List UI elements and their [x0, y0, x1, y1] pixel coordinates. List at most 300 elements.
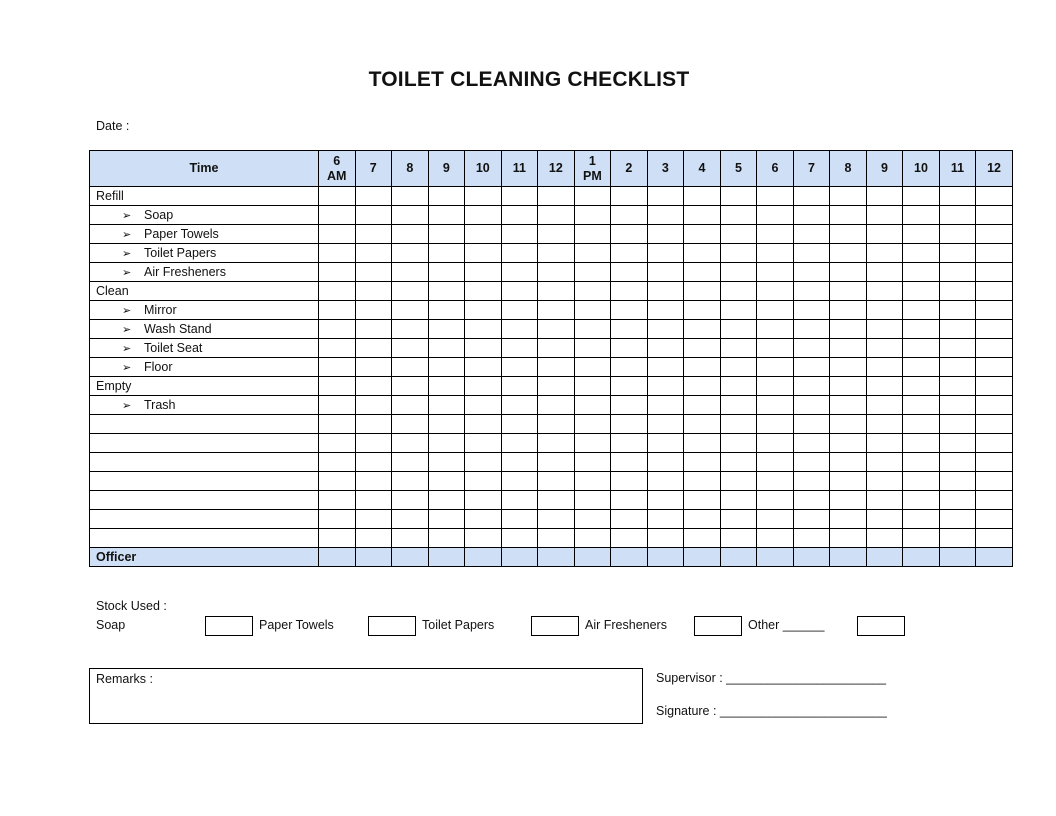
check-cell[interactable]	[866, 263, 903, 282]
check-cell[interactable]	[392, 453, 429, 472]
check-cell[interactable]	[465, 453, 502, 472]
check-cell[interactable]	[757, 453, 794, 472]
check-cell[interactable]	[939, 187, 976, 206]
check-cell[interactable]	[830, 206, 867, 225]
check-cell[interactable]	[465, 225, 502, 244]
check-cell[interactable]	[830, 263, 867, 282]
check-cell[interactable]	[574, 244, 611, 263]
check-cell[interactable]	[355, 187, 392, 206]
check-cell[interactable]	[939, 225, 976, 244]
check-cell[interactable]	[684, 453, 721, 472]
check-cell[interactable]	[465, 358, 502, 377]
check-cell[interactable]	[903, 187, 940, 206]
check-cell[interactable]	[830, 453, 867, 472]
check-cell[interactable]	[647, 415, 684, 434]
check-cell[interactable]	[976, 282, 1013, 301]
blank-label[interactable]	[90, 529, 319, 548]
check-cell[interactable]	[465, 434, 502, 453]
check-cell[interactable]	[684, 415, 721, 434]
blank-label[interactable]	[90, 491, 319, 510]
check-cell[interactable]	[903, 510, 940, 529]
check-cell[interactable]	[574, 396, 611, 415]
check-cell[interactable]	[793, 548, 830, 567]
check-cell[interactable]	[903, 396, 940, 415]
check-cell[interactable]	[684, 301, 721, 320]
check-cell[interactable]	[501, 510, 538, 529]
check-cell[interactable]	[720, 320, 757, 339]
blank-label[interactable]	[90, 453, 319, 472]
check-cell[interactable]	[720, 187, 757, 206]
check-cell[interactable]	[428, 301, 465, 320]
check-cell[interactable]	[830, 491, 867, 510]
check-cell[interactable]	[866, 320, 903, 339]
check-cell[interactable]	[757, 263, 794, 282]
check-cell[interactable]	[465, 263, 502, 282]
check-cell[interactable]	[611, 396, 648, 415]
check-cell[interactable]	[319, 301, 356, 320]
check-cell[interactable]	[684, 472, 721, 491]
check-cell[interactable]	[355, 225, 392, 244]
check-cell[interactable]	[830, 339, 867, 358]
check-cell[interactable]	[720, 434, 757, 453]
check-cell[interactable]	[903, 301, 940, 320]
check-cell[interactable]	[939, 244, 976, 263]
check-cell[interactable]	[611, 320, 648, 339]
check-cell[interactable]	[830, 225, 867, 244]
check-cell[interactable]	[939, 396, 976, 415]
check-cell[interactable]	[428, 434, 465, 453]
check-cell[interactable]	[866, 453, 903, 472]
check-cell[interactable]	[355, 396, 392, 415]
check-cell[interactable]	[757, 301, 794, 320]
check-cell[interactable]	[720, 206, 757, 225]
check-cell[interactable]	[428, 244, 465, 263]
check-cell[interactable]	[538, 415, 575, 434]
check-cell[interactable]	[465, 339, 502, 358]
check-cell[interactable]	[720, 301, 757, 320]
check-cell[interactable]	[611, 244, 648, 263]
check-cell[interactable]	[939, 377, 976, 396]
check-cell[interactable]	[647, 339, 684, 358]
check-cell[interactable]	[903, 415, 940, 434]
check-cell[interactable]	[866, 187, 903, 206]
check-cell[interactable]	[465, 301, 502, 320]
check-cell[interactable]	[501, 301, 538, 320]
check-cell[interactable]	[538, 548, 575, 567]
check-cell[interactable]	[757, 358, 794, 377]
check-cell[interactable]	[684, 187, 721, 206]
check-cell[interactable]	[319, 320, 356, 339]
check-cell[interactable]	[866, 415, 903, 434]
check-cell[interactable]	[720, 339, 757, 358]
check-cell[interactable]	[939, 339, 976, 358]
check-cell[interactable]	[428, 491, 465, 510]
check-cell[interactable]	[684, 529, 721, 548]
check-cell[interactable]	[319, 377, 356, 396]
check-cell[interactable]	[720, 358, 757, 377]
check-cell[interactable]	[392, 187, 429, 206]
check-cell[interactable]	[647, 548, 684, 567]
check-cell[interactable]	[903, 491, 940, 510]
check-cell[interactable]	[501, 415, 538, 434]
check-cell[interactable]	[392, 377, 429, 396]
check-cell[interactable]	[428, 472, 465, 491]
check-cell[interactable]	[720, 377, 757, 396]
check-cell[interactable]	[392, 529, 429, 548]
check-cell[interactable]	[939, 510, 976, 529]
check-cell[interactable]	[538, 453, 575, 472]
check-cell[interactable]	[538, 187, 575, 206]
check-cell[interactable]	[611, 301, 648, 320]
check-cell[interactable]	[720, 453, 757, 472]
check-cell[interactable]	[939, 320, 976, 339]
check-cell[interactable]	[611, 225, 648, 244]
check-cell[interactable]	[647, 529, 684, 548]
check-cell[interactable]	[866, 206, 903, 225]
check-cell[interactable]	[830, 529, 867, 548]
check-cell[interactable]	[355, 529, 392, 548]
check-cell[interactable]	[611, 377, 648, 396]
check-cell[interactable]	[757, 377, 794, 396]
check-cell[interactable]	[465, 320, 502, 339]
check-cell[interactable]	[757, 320, 794, 339]
check-cell[interactable]	[501, 548, 538, 567]
check-cell[interactable]	[757, 548, 794, 567]
check-cell[interactable]	[392, 301, 429, 320]
check-cell[interactable]	[976, 187, 1013, 206]
check-cell[interactable]	[392, 320, 429, 339]
check-cell[interactable]	[976, 415, 1013, 434]
check-cell[interactable]	[538, 301, 575, 320]
check-cell[interactable]	[647, 282, 684, 301]
check-cell[interactable]	[647, 472, 684, 491]
check-cell[interactable]	[976, 377, 1013, 396]
check-cell[interactable]	[830, 282, 867, 301]
check-cell[interactable]	[793, 339, 830, 358]
check-cell[interactable]	[793, 396, 830, 415]
check-cell[interactable]	[319, 548, 356, 567]
check-cell[interactable]	[939, 434, 976, 453]
check-cell[interactable]	[319, 510, 356, 529]
check-cell[interactable]	[684, 396, 721, 415]
check-cell[interactable]	[319, 244, 356, 263]
check-cell[interactable]	[392, 244, 429, 263]
check-cell[interactable]	[866, 529, 903, 548]
check-cell[interactable]	[428, 529, 465, 548]
check-cell[interactable]	[392, 396, 429, 415]
check-cell[interactable]	[976, 320, 1013, 339]
check-cell[interactable]	[866, 396, 903, 415]
check-cell[interactable]	[793, 415, 830, 434]
check-cell[interactable]	[319, 225, 356, 244]
check-cell[interactable]	[428, 187, 465, 206]
check-cell[interactable]	[574, 206, 611, 225]
check-cell[interactable]	[757, 529, 794, 548]
check-cell[interactable]	[355, 510, 392, 529]
check-cell[interactable]	[647, 396, 684, 415]
check-cell[interactable]	[647, 206, 684, 225]
check-cell[interactable]	[647, 358, 684, 377]
check-cell[interactable]	[574, 491, 611, 510]
check-cell[interactable]	[355, 491, 392, 510]
check-cell[interactable]	[538, 396, 575, 415]
check-cell[interactable]	[903, 358, 940, 377]
stock-quantity-box[interactable]	[694, 616, 742, 636]
check-cell[interactable]	[720, 472, 757, 491]
check-cell[interactable]	[428, 358, 465, 377]
check-cell[interactable]	[319, 282, 356, 301]
check-cell[interactable]	[611, 187, 648, 206]
blank-label[interactable]	[90, 472, 319, 491]
check-cell[interactable]	[866, 358, 903, 377]
check-cell[interactable]	[501, 339, 538, 358]
check-cell[interactable]	[355, 339, 392, 358]
check-cell[interactable]	[976, 396, 1013, 415]
check-cell[interactable]	[574, 453, 611, 472]
check-cell[interactable]	[574, 548, 611, 567]
check-cell[interactable]	[574, 377, 611, 396]
check-cell[interactable]	[866, 301, 903, 320]
check-cell[interactable]	[866, 472, 903, 491]
check-cell[interactable]	[903, 453, 940, 472]
check-cell[interactable]	[574, 225, 611, 244]
check-cell[interactable]	[611, 472, 648, 491]
check-cell[interactable]	[501, 244, 538, 263]
check-cell[interactable]	[684, 358, 721, 377]
check-cell[interactable]	[866, 244, 903, 263]
check-cell[interactable]	[611, 263, 648, 282]
check-cell[interactable]	[757, 244, 794, 263]
check-cell[interactable]	[684, 282, 721, 301]
check-cell[interactable]	[976, 453, 1013, 472]
check-cell[interactable]	[392, 282, 429, 301]
check-cell[interactable]	[757, 339, 794, 358]
check-cell[interactable]	[684, 510, 721, 529]
check-cell[interactable]	[574, 187, 611, 206]
check-cell[interactable]	[720, 225, 757, 244]
check-cell[interactable]	[757, 187, 794, 206]
check-cell[interactable]	[757, 472, 794, 491]
check-cell[interactable]	[830, 472, 867, 491]
check-cell[interactable]	[319, 415, 356, 434]
check-cell[interactable]	[976, 301, 1013, 320]
check-cell[interactable]	[392, 263, 429, 282]
blank-label[interactable]	[90, 415, 319, 434]
check-cell[interactable]	[501, 453, 538, 472]
check-cell[interactable]	[903, 434, 940, 453]
check-cell[interactable]	[538, 434, 575, 453]
check-cell[interactable]	[757, 396, 794, 415]
check-cell[interactable]	[392, 358, 429, 377]
check-cell[interactable]	[538, 282, 575, 301]
check-cell[interactable]	[939, 548, 976, 567]
check-cell[interactable]	[903, 206, 940, 225]
check-cell[interactable]	[793, 510, 830, 529]
check-cell[interactable]	[501, 225, 538, 244]
check-cell[interactable]	[793, 434, 830, 453]
check-cell[interactable]	[903, 225, 940, 244]
check-cell[interactable]	[684, 263, 721, 282]
check-cell[interactable]	[647, 225, 684, 244]
check-cell[interactable]	[793, 358, 830, 377]
check-cell[interactable]	[903, 339, 940, 358]
check-cell[interactable]	[574, 263, 611, 282]
check-cell[interactable]	[866, 434, 903, 453]
check-cell[interactable]	[647, 453, 684, 472]
check-cell[interactable]	[538, 529, 575, 548]
check-cell[interactable]	[793, 320, 830, 339]
check-cell[interactable]	[830, 510, 867, 529]
check-cell[interactable]	[976, 548, 1013, 567]
check-cell[interactable]	[866, 225, 903, 244]
check-cell[interactable]	[465, 396, 502, 415]
check-cell[interactable]	[574, 339, 611, 358]
check-cell[interactable]	[939, 453, 976, 472]
check-cell[interactable]	[392, 510, 429, 529]
check-cell[interactable]	[428, 415, 465, 434]
check-cell[interactable]	[465, 187, 502, 206]
check-cell[interactable]	[976, 358, 1013, 377]
check-cell[interactable]	[647, 301, 684, 320]
check-cell[interactable]	[319, 472, 356, 491]
check-cell[interactable]	[538, 244, 575, 263]
check-cell[interactable]	[465, 491, 502, 510]
blank-label[interactable]	[90, 510, 319, 529]
check-cell[interactable]	[538, 339, 575, 358]
check-cell[interactable]	[830, 548, 867, 567]
check-cell[interactable]	[319, 358, 356, 377]
check-cell[interactable]	[611, 453, 648, 472]
check-cell[interactable]	[611, 358, 648, 377]
check-cell[interactable]	[866, 377, 903, 396]
check-cell[interactable]	[574, 415, 611, 434]
check-cell[interactable]	[793, 263, 830, 282]
check-cell[interactable]	[392, 472, 429, 491]
check-cell[interactable]	[976, 339, 1013, 358]
check-cell[interactable]	[465, 472, 502, 491]
check-cell[interactable]	[501, 472, 538, 491]
check-cell[interactable]	[793, 187, 830, 206]
check-cell[interactable]	[793, 529, 830, 548]
check-cell[interactable]	[574, 282, 611, 301]
check-cell[interactable]	[720, 491, 757, 510]
check-cell[interactable]	[428, 320, 465, 339]
check-cell[interactable]	[830, 244, 867, 263]
check-cell[interactable]	[976, 472, 1013, 491]
check-cell[interactable]	[392, 206, 429, 225]
check-cell[interactable]	[538, 263, 575, 282]
check-cell[interactable]	[355, 377, 392, 396]
check-cell[interactable]	[976, 491, 1013, 510]
check-cell[interactable]	[611, 491, 648, 510]
check-cell[interactable]	[830, 434, 867, 453]
check-cell[interactable]	[684, 491, 721, 510]
check-cell[interactable]	[319, 263, 356, 282]
check-cell[interactable]	[793, 301, 830, 320]
check-cell[interactable]	[684, 339, 721, 358]
check-cell[interactable]	[355, 263, 392, 282]
check-cell[interactable]	[720, 510, 757, 529]
check-cell[interactable]	[355, 472, 392, 491]
check-cell[interactable]	[319, 434, 356, 453]
check-cell[interactable]	[866, 491, 903, 510]
stock-quantity-box[interactable]	[857, 616, 905, 636]
check-cell[interactable]	[538, 377, 575, 396]
check-cell[interactable]	[757, 415, 794, 434]
check-cell[interactable]	[538, 225, 575, 244]
check-cell[interactable]	[903, 529, 940, 548]
check-cell[interactable]	[793, 225, 830, 244]
check-cell[interactable]	[939, 263, 976, 282]
check-cell[interactable]	[428, 453, 465, 472]
check-cell[interactable]	[428, 282, 465, 301]
check-cell[interactable]	[830, 377, 867, 396]
check-cell[interactable]	[611, 339, 648, 358]
check-cell[interactable]	[720, 263, 757, 282]
check-cell[interactable]	[684, 206, 721, 225]
check-cell[interactable]	[757, 491, 794, 510]
check-cell[interactable]	[939, 282, 976, 301]
check-cell[interactable]	[538, 320, 575, 339]
check-cell[interactable]	[720, 415, 757, 434]
check-cell[interactable]	[720, 529, 757, 548]
check-cell[interactable]	[428, 510, 465, 529]
check-cell[interactable]	[392, 415, 429, 434]
remarks-box[interactable]	[89, 668, 643, 724]
check-cell[interactable]	[684, 320, 721, 339]
check-cell[interactable]	[501, 434, 538, 453]
check-cell[interactable]	[319, 187, 356, 206]
check-cell[interactable]	[866, 339, 903, 358]
check-cell[interactable]	[611, 548, 648, 567]
check-cell[interactable]	[793, 206, 830, 225]
check-cell[interactable]	[538, 510, 575, 529]
check-cell[interactable]	[611, 206, 648, 225]
check-cell[interactable]	[319, 529, 356, 548]
check-cell[interactable]	[976, 244, 1013, 263]
check-cell[interactable]	[538, 358, 575, 377]
check-cell[interactable]	[684, 434, 721, 453]
check-cell[interactable]	[903, 377, 940, 396]
check-cell[interactable]	[428, 377, 465, 396]
check-cell[interactable]	[392, 491, 429, 510]
check-cell[interactable]	[355, 415, 392, 434]
check-cell[interactable]	[976, 529, 1013, 548]
check-cell[interactable]	[501, 206, 538, 225]
check-cell[interactable]	[428, 263, 465, 282]
check-cell[interactable]	[720, 244, 757, 263]
check-cell[interactable]	[574, 472, 611, 491]
check-cell[interactable]	[392, 225, 429, 244]
check-cell[interactable]	[939, 472, 976, 491]
check-cell[interactable]	[319, 396, 356, 415]
check-cell[interactable]	[939, 529, 976, 548]
check-cell[interactable]	[903, 263, 940, 282]
check-cell[interactable]	[465, 282, 502, 301]
check-cell[interactable]	[976, 510, 1013, 529]
check-cell[interactable]	[647, 244, 684, 263]
check-cell[interactable]	[611, 529, 648, 548]
check-cell[interactable]	[465, 415, 502, 434]
check-cell[interactable]	[392, 548, 429, 567]
check-cell[interactable]	[793, 472, 830, 491]
check-cell[interactable]	[538, 491, 575, 510]
check-cell[interactable]	[611, 510, 648, 529]
check-cell[interactable]	[501, 377, 538, 396]
check-cell[interactable]	[866, 282, 903, 301]
check-cell[interactable]	[903, 282, 940, 301]
check-cell[interactable]	[501, 491, 538, 510]
